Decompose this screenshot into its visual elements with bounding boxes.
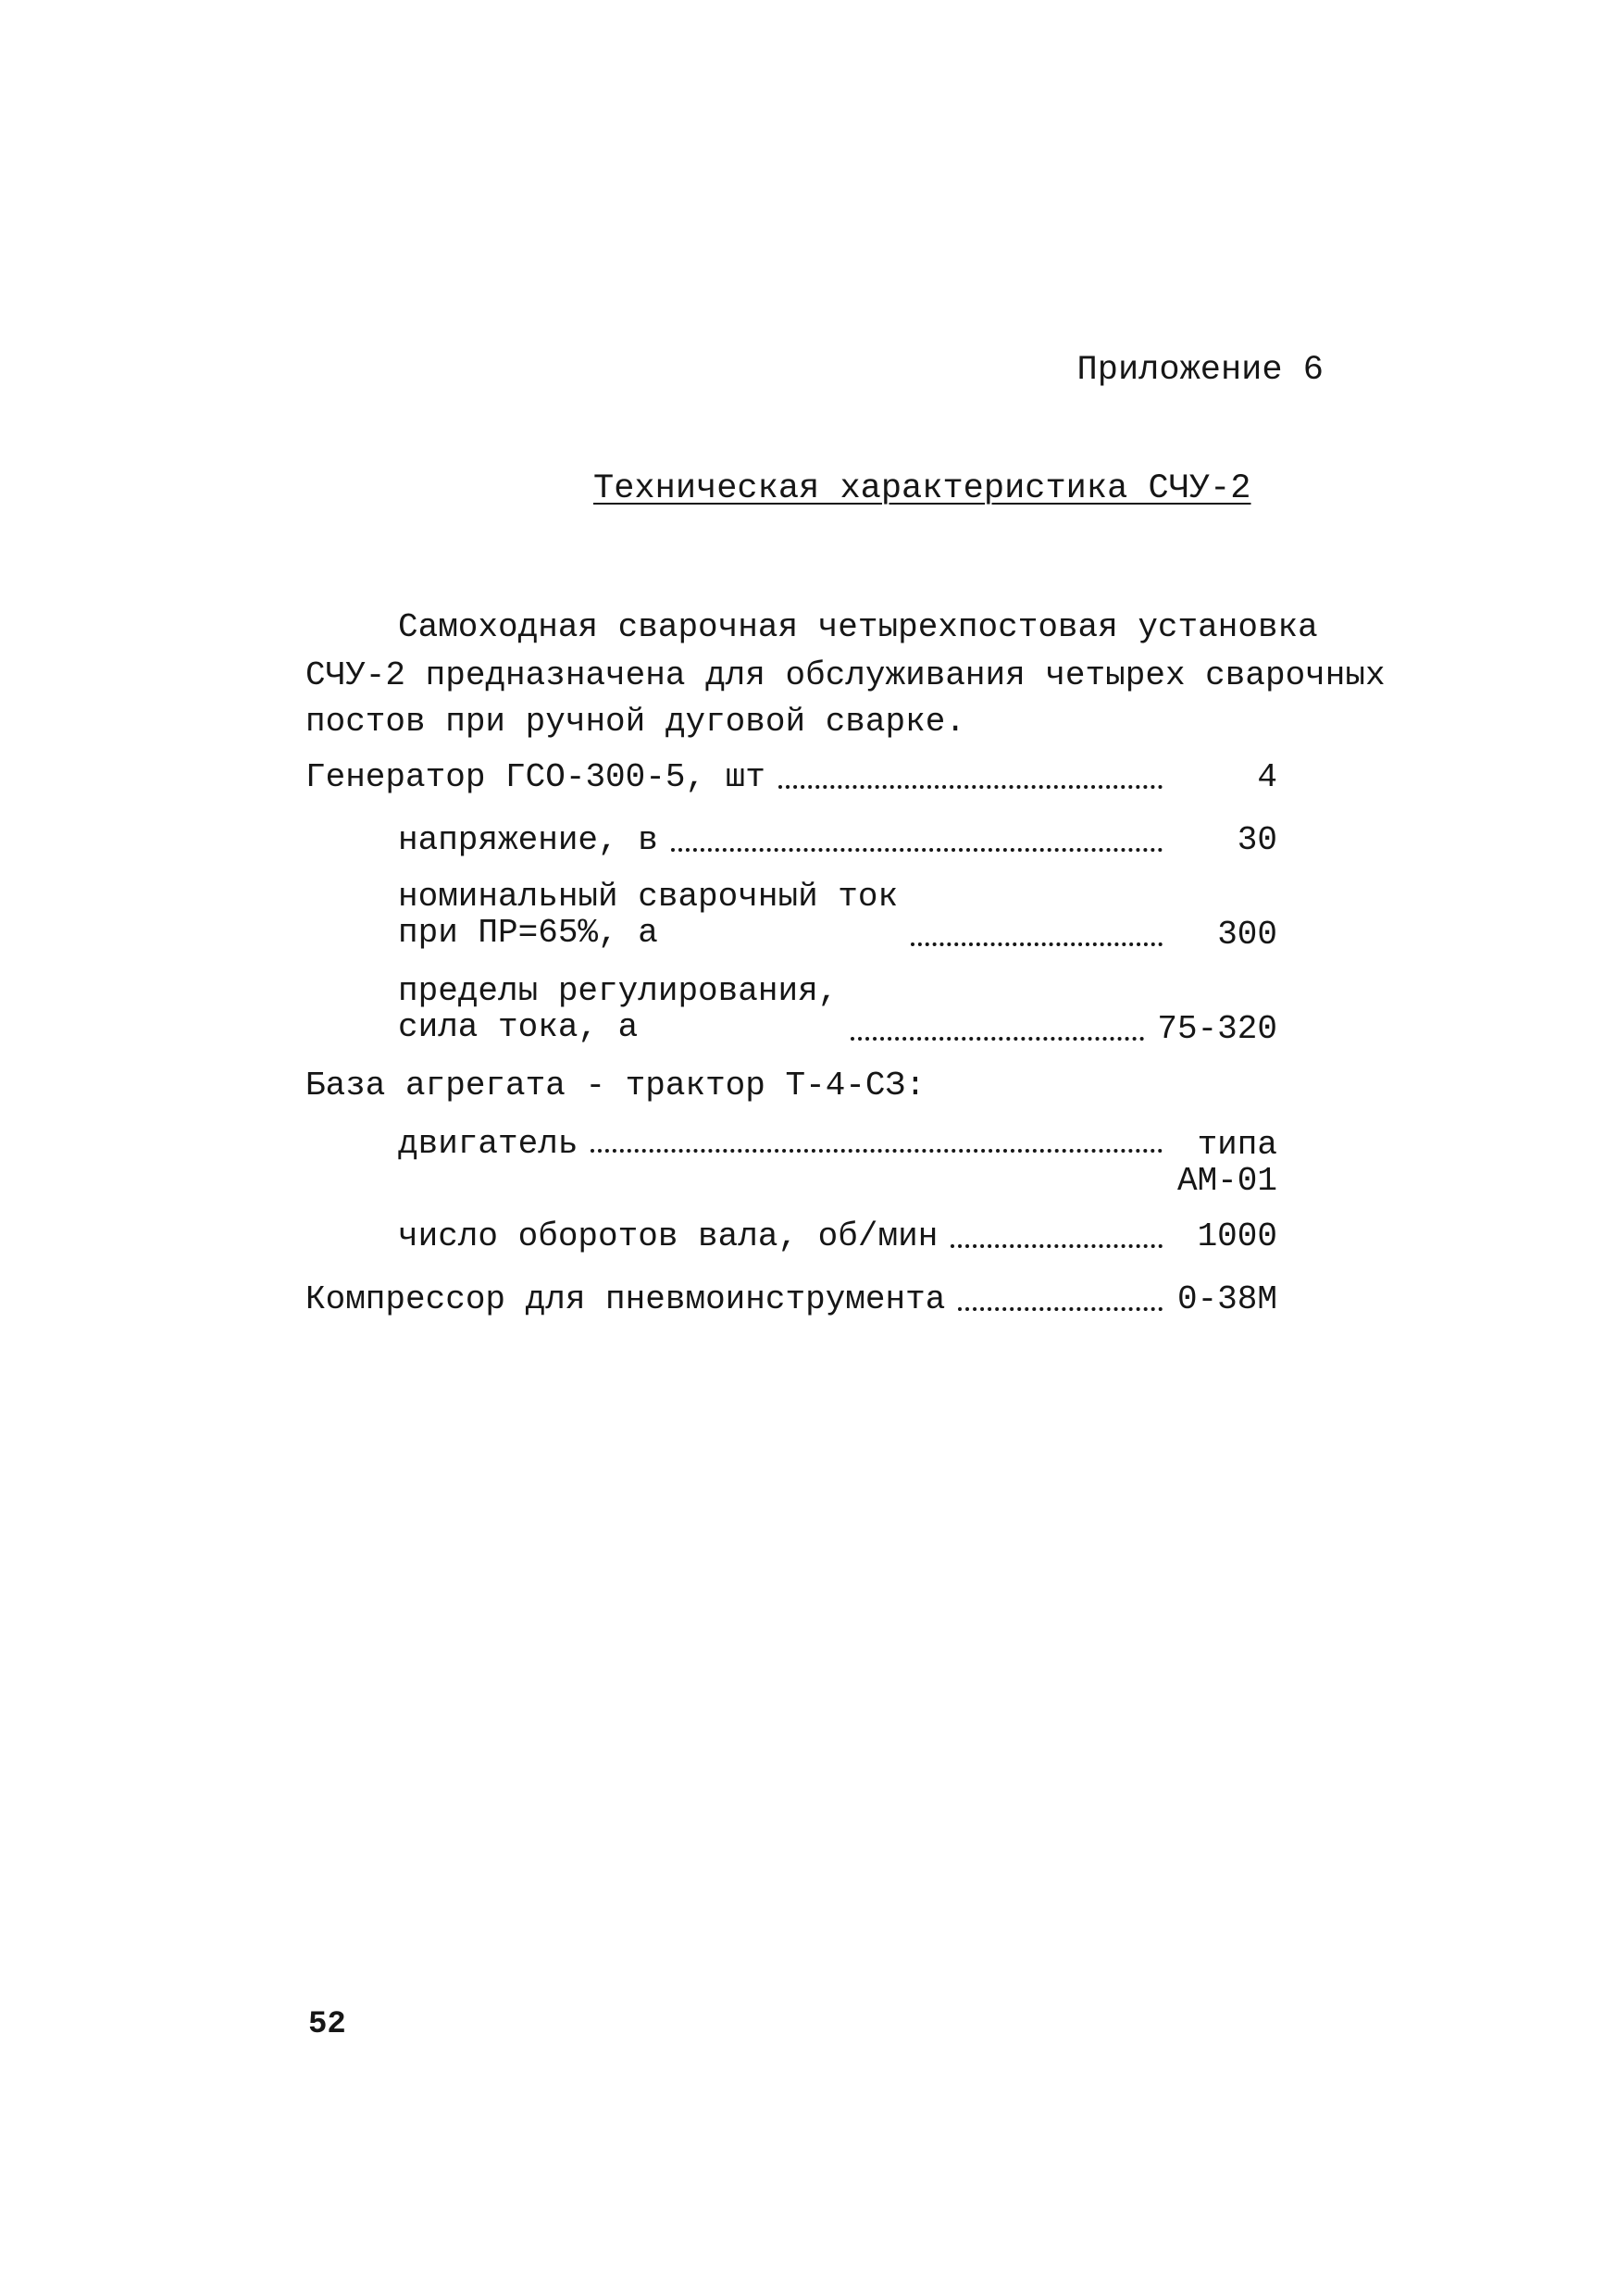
spec-value: 300 <box>1217 915 1277 954</box>
spec-label-line-2: при ПР=65%, а <box>398 913 658 952</box>
spec-label <box>398 880 898 952</box>
dot-leader <box>951 1243 1163 1248</box>
dot-leader <box>851 1036 1144 1041</box>
document-title: Техническая характеристика СЧУ-2 <box>593 469 1251 508</box>
spec-label <box>398 974 838 1046</box>
spec-heading: База агрегата - трактор Т-4-СЗ: <box>305 1067 926 1104</box>
spec-value-line-1: типа <box>1197 1126 1277 1164</box>
spec-row-rated-current <box>398 880 1277 952</box>
spec-value: 30 <box>1237 821 1277 859</box>
intro-line-3: постов при ручной дуговой сварке. <box>305 703 965 741</box>
spec-row-compressor <box>305 1280 1277 1318</box>
spec-label-line-2: сила тока, а <box>398 1007 639 1046</box>
spec-label: число оборотов вала, об/мин <box>398 1217 939 1255</box>
spec-label: напряжение, в <box>398 821 658 859</box>
dot-leader <box>671 847 1163 852</box>
spec-value: 4 <box>1257 758 1277 796</box>
spec-row-engine <box>398 1125 1277 1200</box>
spec-value: 75-320 <box>1157 1009 1277 1048</box>
spec-value <box>1175 1128 1277 1200</box>
spec-value-line-2: АМ-01 <box>1176 1161 1277 1200</box>
spec-row-voltage <box>398 821 1277 859</box>
dot-leader <box>591 1148 1163 1153</box>
dot-leader <box>778 784 1163 789</box>
spec-row-current-limits <box>398 974 1277 1046</box>
spec-value: 0-38М <box>1176 1280 1277 1318</box>
spec-label-line-1: пределы регулирования, <box>398 972 839 1010</box>
dot-leader <box>911 942 1163 946</box>
spec-row-rpm <box>398 1217 1277 1255</box>
spec-row-generator <box>305 758 1277 796</box>
spec-row-base <box>305 1069 1277 1103</box>
intro-line-2: СЧУ-2 предназначена для обслуживания четырех сварочных <box>305 656 1386 694</box>
spec-label: Компрессор для пневмоинструмента <box>305 1280 946 1318</box>
intro-line-1: Самоходная сварочная четырехпостовая установка <box>398 608 1318 646</box>
dot-leader <box>958 1306 1163 1311</box>
spec-label-line-1: номинальный сварочный ток <box>398 878 899 916</box>
appendix-label: Приложение 6 <box>1076 351 1324 390</box>
spec-label: Генератор ГСО-300-5, шт <box>305 758 765 796</box>
spec-value: 1000 <box>1197 1217 1277 1255</box>
page-number: 52 <box>308 2007 346 2042</box>
spec-label: двигатель <box>398 1125 578 1163</box>
